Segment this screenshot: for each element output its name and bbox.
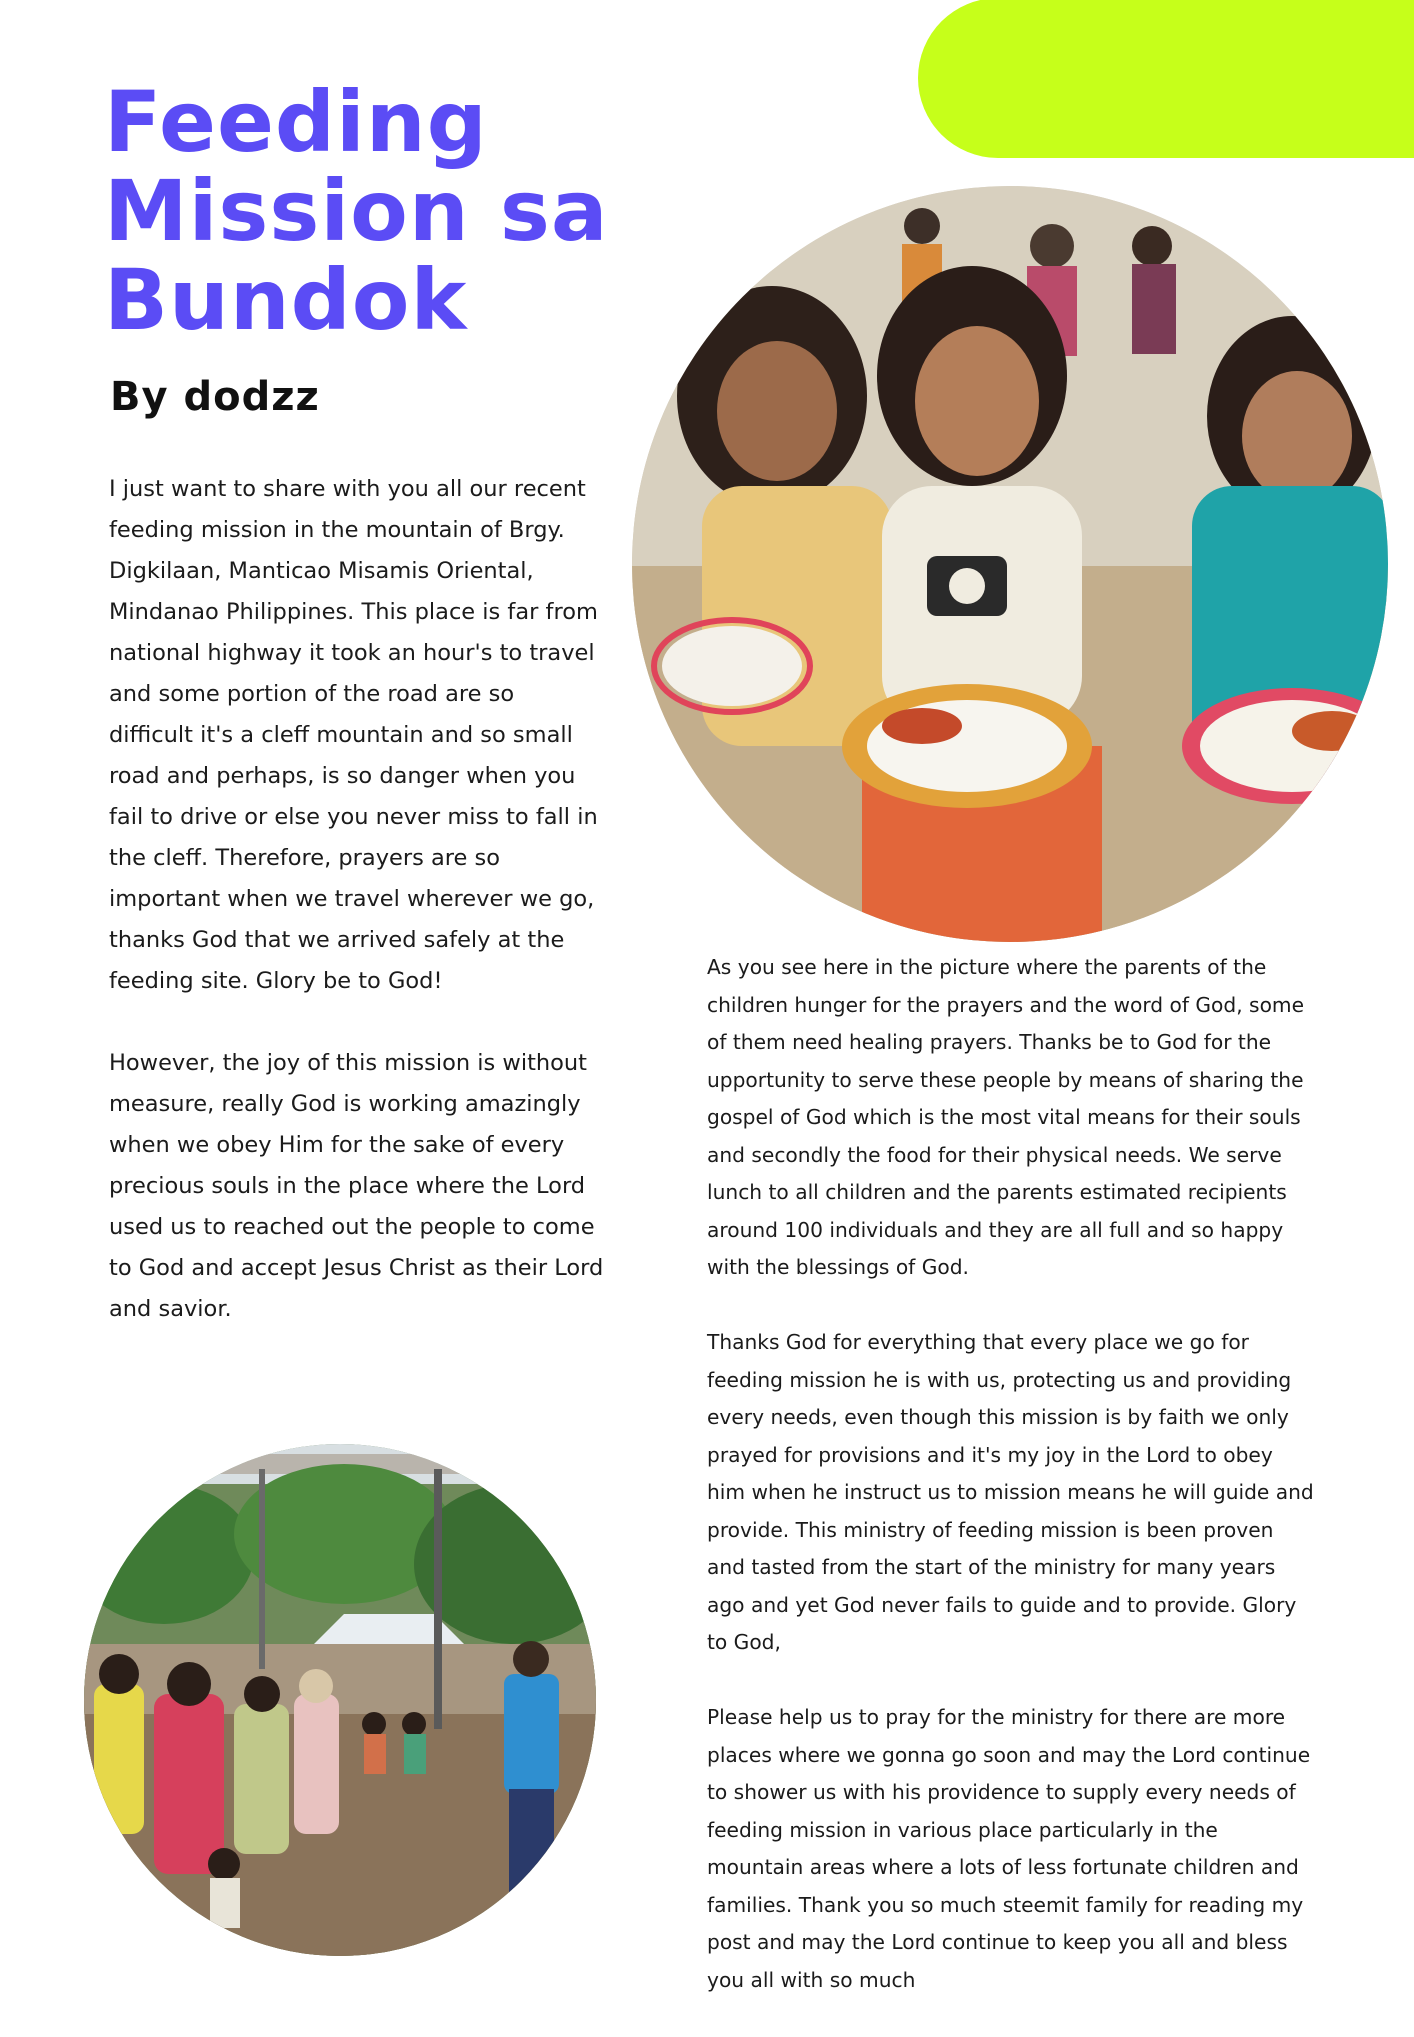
- photo-children-eating: [632, 186, 1388, 942]
- title-line-3: Bundok: [104, 251, 468, 349]
- page-title: [104, 73, 664, 349]
- paragraph: Please help us to pray for the ministry for there are more places where we gonna go soon and may the Lord continue to shower us with his providence to supply every needs of feeding mission in various place particularly in the mountain areas where a lots of less fortunate children and families. Thank you so much steemit family for reading my post and may the Lord continue to keep you all and bless you all with so much: [707, 1705, 1311, 1992]
- right-column: [707, 949, 1317, 2037]
- title-line-2: Mission sa: [104, 162, 609, 260]
- photo-outdoor-gathering: [84, 1444, 596, 1956]
- byline: By dodzz: [110, 374, 320, 420]
- paragraph: I just want to share with you all our recent feeding mission in the mountain of Brgy. Digkilaan, Manticao Misamis Oriental, Mindanao Philippines. This place is far from national highway it took an hour's to travel and some portion of the road are so difficult it's a cleff mountain and so small road and perhaps, is so danger when you fail to drive or else you never miss to fall in the cleff. Therefore, prayers are so important when we travel wherever we go, thanks God that we arrived safely at the feeding site. Glory be to God!: [109, 476, 598, 994]
- paragraph: However, the joy of this mission is without measure, really God is working amazingly when we obey Him for the sake of every precious souls in the place where the Lord used us to reached out the people to come to God and accept Jesus Christ as their Lord and savior.: [109, 1050, 604, 1322]
- accent-shape: [918, 0, 1414, 158]
- title-line-1: Feeding: [104, 73, 488, 171]
- paragraph: As you see here in the picture where the parents of the children hunger for the prayers and the word of God, some of them need healing prayers. Thanks be to God for the upportunity to serve these people by means of sharing the gospel of God which is the most vital means for their souls and secondly the food for their physical needs. We serve lunch to all children and the parents estimated recipients around 100 individuals and they are all full and so happy with the blessings of God.: [707, 955, 1305, 1279]
- paragraph: Thanks God for everything that every place we go for feeding mission he is with us, protecting us and providing every needs, even though this mission is by faith we only prayed for provisions and it's my joy in the Lord to obey him when he instruct us to mission means he will guide and provide. This ministry of feeding mission is been proven and tasted from the start of the ministry for many years ago and yet God never fails to guide and to provide. Glory to God,: [707, 1330, 1314, 1654]
- left-column: [109, 469, 604, 1371]
